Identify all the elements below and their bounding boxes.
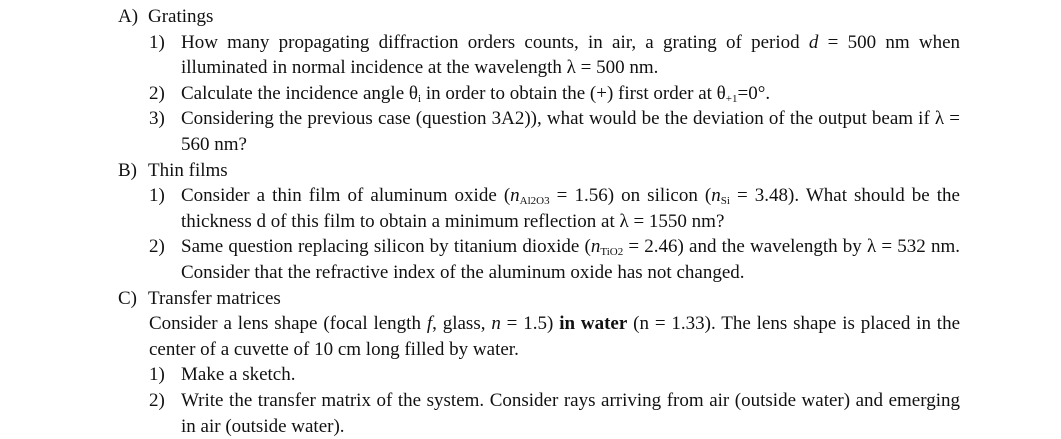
question-item [118,30,960,81]
section-transfer-matrices [118,286,960,439]
question-number: 1) [149,364,165,386]
question-number: 2) [149,389,165,411]
question-text: Same question replacing silicon by titanium dioxide $(n_{TiO2} = 2.46)$ and the wavelength by λ = 532 nm. Consider that the refractive index of the aluminum oxide has not changed. [181,236,960,283]
section-thin-films [118,158,960,286]
question-number: 2) [149,82,165,104]
section-letter: C) [118,287,137,309]
question-item [118,81,960,107]
question-number: 1) [149,31,165,53]
section-heading [118,286,960,312]
question-text: Consider a thin film of aluminum oxide $(n_{Al2O3} = 1.56)$ on silicon $(n_{Si} = 3.48)$. What should be the thickness d of this film to obtain a minimum reflection at λ = 1550 nm? [181,185,960,232]
question-text: Make a sketch. [181,364,296,386]
section-title: Gratings [148,6,214,27]
question-number: 3) [149,108,165,130]
question-number: 1) [149,185,165,207]
question-number: 2) [149,236,165,258]
section-letter: B) [118,159,137,181]
exercise-document [118,4,960,439]
section-heading [118,158,960,184]
section-title: Transfer matrices [148,287,281,309]
question-item [118,234,960,285]
section-title: Thin films [148,159,228,181]
question-text: Write the transfer matrix of the system. Consider rays arriving from air (outside water) and emerging in air (outside water). [181,389,960,437]
section-heading [118,4,960,30]
question-text: Calculate the incidence angle $\theta_i$ in order to obtain the (+) first order at $\theta_{+1}=0^\circ$. [181,82,771,105]
question-text: How many propagating diffraction orders counts, in air, a grating of period d = 500 nm when illuminated in normal incidence at the wavelength λ = 500 nm. [181,31,960,79]
question-item [118,388,960,439]
section-gratings [118,4,960,158]
section-letter: A) [118,6,139,27]
question-text: Considering the previous case (question 3A2)), what would be the deviation of the output beam if λ = 560 nm? [181,108,960,155]
section-intro: Consider a lens shape (focal length f, glass, n = 1.5) in water (n = 1.33). The lens shape is placed in the center of a cuvette of 10 cm long filled by water. [149,313,961,360]
question-item [118,183,960,234]
question-item [118,362,960,388]
question-item [118,106,960,157]
